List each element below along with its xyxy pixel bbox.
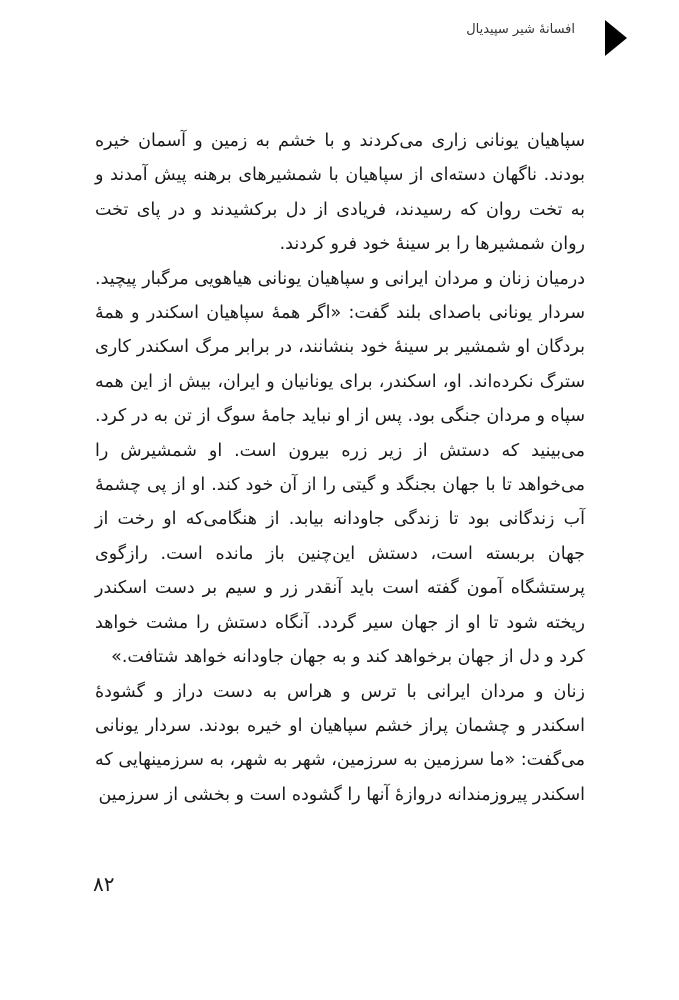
triangle-left-icon xyxy=(605,20,627,56)
paragraph-1: سپاهیان یونانی زاری می‌کردند و با خشم به زمین و آسمان خیره بودند. ناگهان دسته‌ای از سپاهیان با شمشیرهای برهنه پیش آمدند و به تخت روان که رسیدند، فریادی از دل برکشیدند و در پای تخت روان شمشیرها را بر سینهٔ خود فرو کردند. xyxy=(95,131,585,255)
page-number: ۸۲ xyxy=(93,872,115,896)
running-title: افسانهٔ شیر سپیدیال xyxy=(466,22,575,37)
page-body xyxy=(95,124,585,812)
paragraph-2: درمیان زنان و مردان ایرانی و سپاهیان یونانی هیاهویی مرگبار پیچید. سردار یونانی باصدای بلند گفت: «اگر همهٔ سپاهیان اسکندر و همهٔ بردگان او شمشیر بر سینهٔ خود بنشانند، در برابر مرگ اسکندر کاری سترگ نکرده‌اند. او، اسکندر، برای یونانیان و ایران، بیش از این همه سپاه و مردان جنگی بود. پس از او نباید جامهٔ سوگ از تن به در کرد. می‌بینید که دستش از زیر زره بیرون است. او شمشیرش را می‌خواهد تا با جهان بجنگد و گیتی را از آن خود کند. او از پی چشمهٔ آب زندگانی بود تا زندگی جاودانه بیابد. از هنگامی‌که او رخت از جهان بربسته است، دستش این‌چنین باز مانده است. رازگوی پرستشگاه آمون گفته است باید آنقدر زر و سیم بر دست اسکندر ریخته شود تا او از جهان سیر گردد. آنگاه دستش را مشت خواهد کرد و دل از جهان برخواهد کند و به جهان جاودانه خواهد شتافت.» xyxy=(95,268,585,668)
paragraph-3: زنان و مردان ایرانی با ترس و هراس به دست دراز و گشودهٔ اسکندر و چشمان پراز خشم سپاهیان او خیره بودند. سردار یونانی می‌گفت: «ما سرزمین به سرزمین، شهر به شهر، به سرزمینهایی که اسکندر پیروزمندانه دروازهٔ آنها را گشوده است و بخشی از سرزمین xyxy=(95,681,585,805)
